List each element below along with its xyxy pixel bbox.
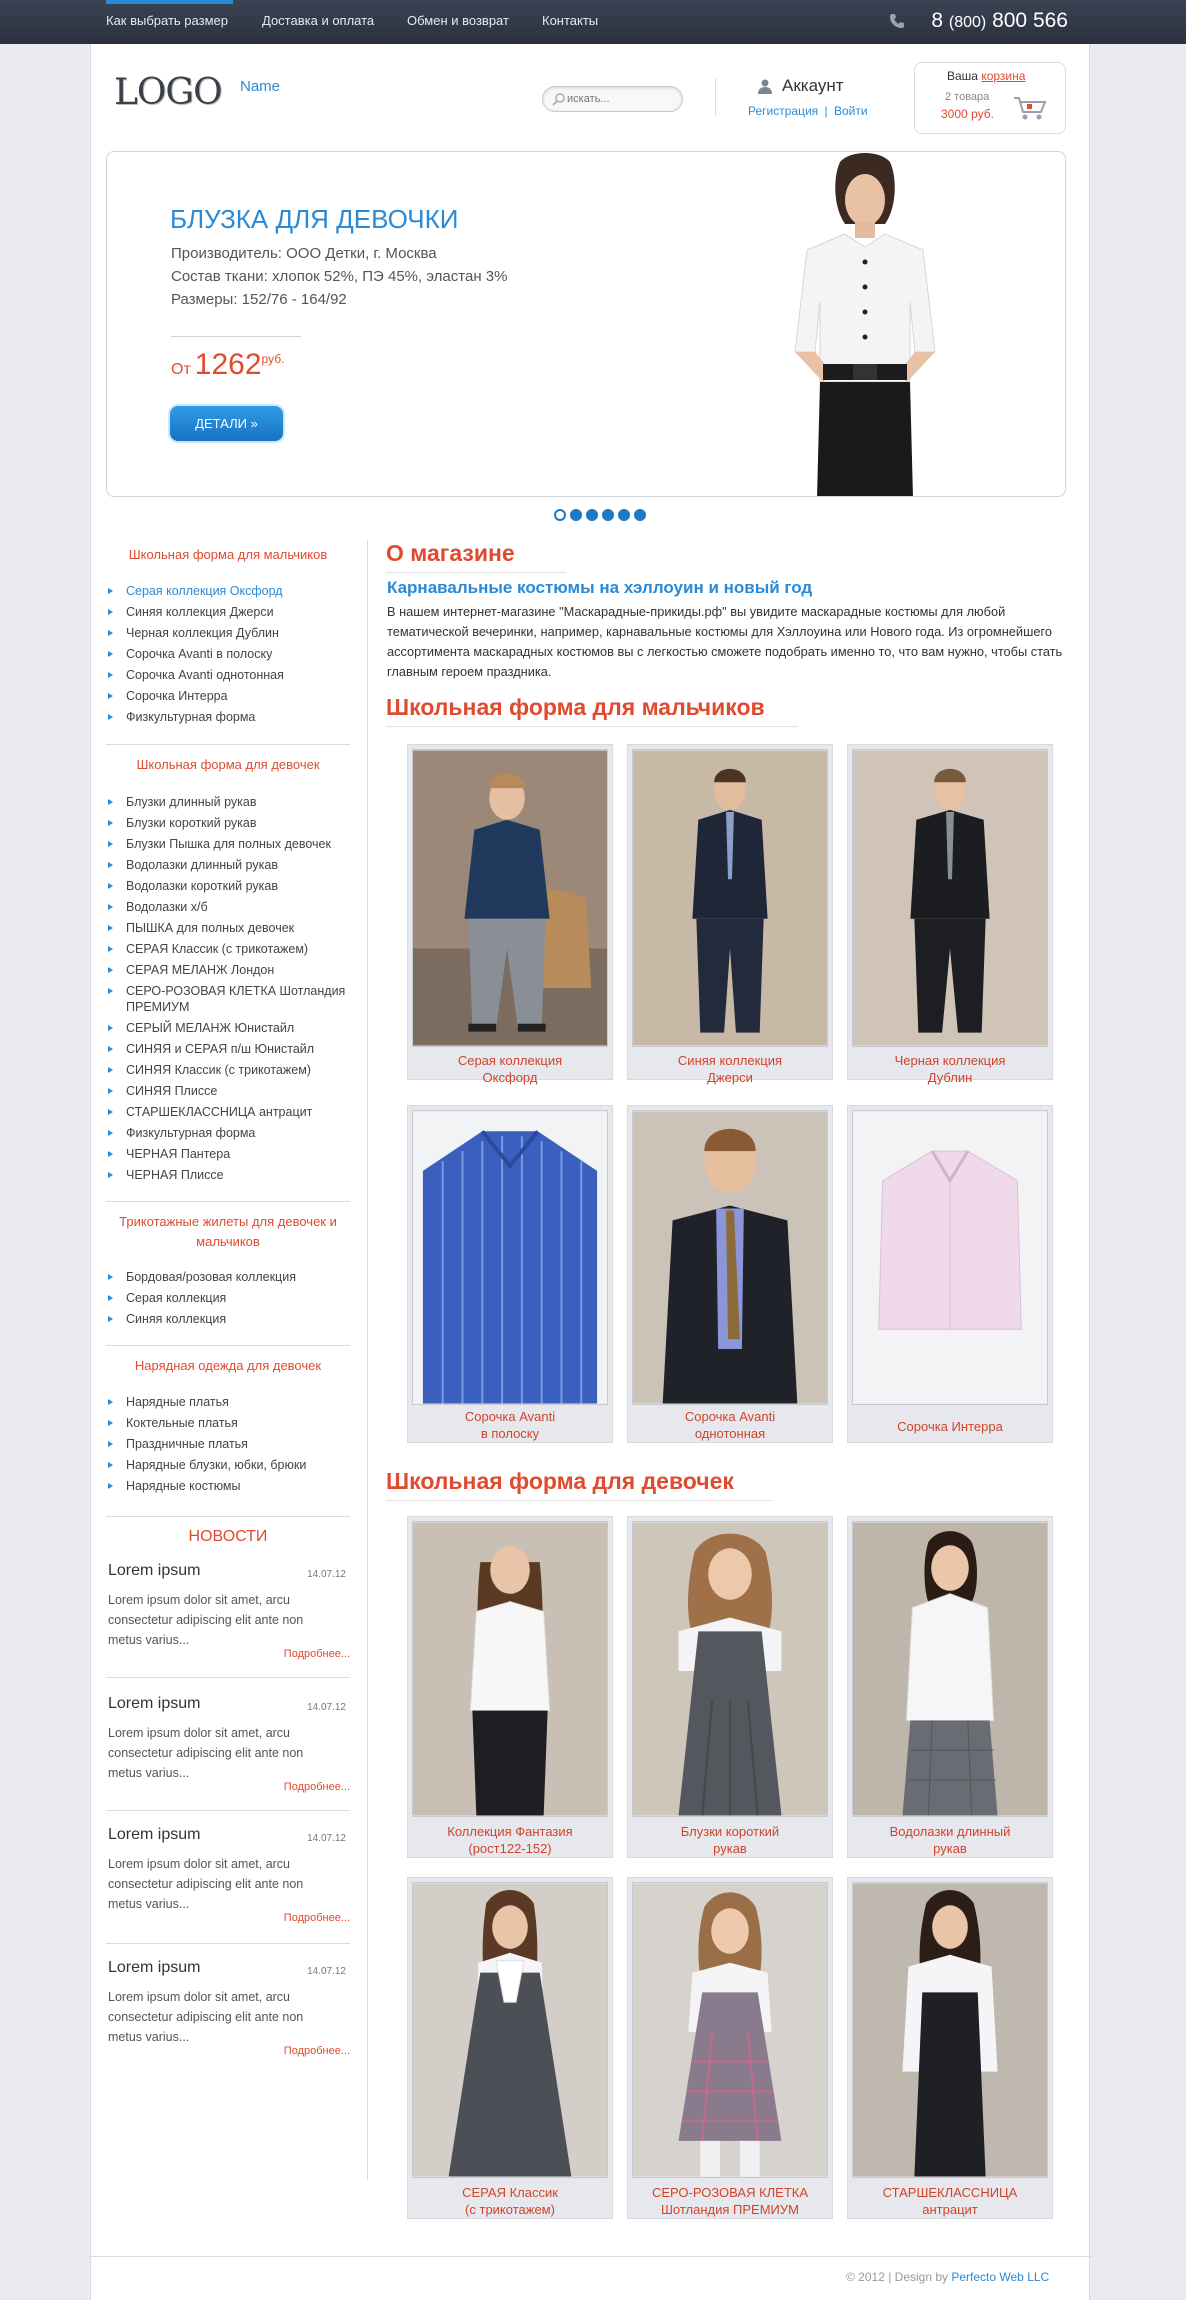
news-divider bbox=[106, 1677, 350, 1678]
slide-product-photo bbox=[745, 152, 1005, 497]
sidebar-item[interactable]: Водолазки длинный рукав bbox=[106, 857, 350, 873]
topnav-item-size[interactable]: Как выбрать размер bbox=[106, 13, 228, 28]
price-currency: руб. bbox=[261, 352, 285, 366]
news-item-title[interactable]: Lorem ipsum bbox=[108, 1695, 201, 1712]
product-caption: Синяя коллекция Джерси bbox=[677, 1053, 783, 1085]
product-caption: Сорочка Интерра bbox=[897, 1419, 1003, 1434]
about-title-rule bbox=[386, 572, 566, 573]
bullet-icon bbox=[108, 904, 113, 910]
footer-brand-link[interactable]: Perfecto Web LLC bbox=[951, 2270, 1050, 2284]
news-divider bbox=[106, 1810, 350, 1811]
bullet-icon bbox=[108, 630, 113, 636]
sidebar-item[interactable]: Синяя коллекция bbox=[106, 1311, 350, 1327]
bullet-icon bbox=[108, 1295, 113, 1301]
category-title-girls[interactable]: Школьная форма для девочек bbox=[136, 757, 320, 772]
phone-prefix: 8 bbox=[931, 9, 944, 32]
product-photo bbox=[632, 1110, 828, 1405]
sidebar-item[interactable]: СИНЯЯ Классик (с трикотажем) bbox=[106, 1062, 350, 1078]
sidebar-item[interactable]: Нарядные блузки, юбки, брюки bbox=[106, 1457, 350, 1473]
news-more-link[interactable]: Подробнее... bbox=[283, 1912, 350, 1924]
bullet-icon bbox=[108, 1025, 113, 1031]
phone-main: 800 566 bbox=[992, 9, 1068, 32]
sidebar-item[interactable]: Водолазки короткий рукав bbox=[106, 878, 350, 894]
sidebar-item[interactable]: ЧЕРНАЯ Плиссе bbox=[106, 1167, 350, 1183]
slider-dot-3[interactable] bbox=[586, 509, 598, 521]
product-card[interactable] bbox=[627, 1877, 833, 2219]
product-card[interactable] bbox=[847, 1877, 1053, 2219]
cart-title bbox=[947, 69, 1025, 83]
sidebar-item[interactable]: Серая коллекция Оксфорд bbox=[106, 583, 350, 599]
column-divider bbox=[367, 540, 368, 2180]
product-photo bbox=[632, 1882, 828, 2178]
section-rule bbox=[386, 726, 798, 727]
bullet-icon bbox=[108, 862, 113, 868]
product-card[interactable] bbox=[847, 1516, 1053, 1858]
product-card[interactable] bbox=[627, 1105, 833, 1443]
bullet-icon bbox=[108, 988, 113, 994]
sidebar-item[interactable]: Блузки длинный рукав bbox=[106, 794, 350, 810]
product-photo bbox=[632, 749, 828, 1047]
product-card[interactable] bbox=[847, 744, 1053, 1085]
product-caption: Водолазки длинный рукав bbox=[889, 1824, 1011, 1856]
phone-number bbox=[931, 9, 1068, 33]
sidebar-item[interactable]: СЕРО-РОЗОВАЯ КЛЕТКА Шотландия ПРЕМИУМ bbox=[106, 983, 350, 1015]
sidebar-item[interactable]: Черная коллекция Дублин bbox=[106, 625, 350, 641]
category-title-boys[interactable]: Школьная форма для мальчиков bbox=[128, 547, 328, 562]
sidebar-item[interactable]: СЕРАЯ МЕЛАНЖ Лондон bbox=[106, 962, 350, 978]
sidebar-item[interactable]: Блузки Пышка для полных девочек bbox=[106, 836, 350, 852]
about-title: О магазине bbox=[386, 540, 515, 566]
sidebar-divider bbox=[106, 1201, 350, 1202]
logo[interactable]: LOGO bbox=[114, 72, 222, 113]
bullet-icon bbox=[108, 1483, 113, 1489]
bullet-icon bbox=[108, 693, 113, 699]
topnav-item-contacts[interactable]: Контакты bbox=[542, 13, 599, 28]
bullet-icon bbox=[108, 1420, 113, 1426]
product-caption: Черная коллекция Дублин bbox=[894, 1053, 1006, 1085]
slider-dot-6[interactable] bbox=[634, 509, 646, 521]
slide-divider bbox=[171, 336, 301, 337]
account-link-separator: | bbox=[824, 104, 828, 118]
bullet-icon bbox=[108, 1088, 113, 1094]
hero-slider bbox=[106, 151, 1066, 497]
top-bar bbox=[0, 0, 1186, 44]
news-item-text: Lorem ipsum dolor sit amet, arcu consectetur adipiscing elit ante non metus varius... bbox=[108, 1726, 304, 1780]
bullet-icon bbox=[108, 841, 113, 847]
bullet-icon bbox=[108, 609, 113, 615]
price-prefix: От bbox=[171, 361, 191, 378]
bullet-icon bbox=[108, 1067, 113, 1073]
slider-dot-5[interactable] bbox=[618, 509, 630, 521]
product-photo bbox=[412, 1521, 608, 1817]
footer-copyright: © 2012 | Design by bbox=[846, 2270, 949, 2284]
bullet-icon bbox=[108, 1130, 113, 1136]
product-photo bbox=[412, 1110, 608, 1405]
bullet-icon bbox=[108, 799, 113, 805]
product-card[interactable] bbox=[407, 1516, 613, 1858]
login-link[interactable]: Войти bbox=[833, 104, 868, 118]
product-caption: Сорочка Avanti однотонная bbox=[684, 1409, 776, 1441]
product-card[interactable] bbox=[627, 744, 833, 1085]
register-link[interactable]: Регистрация bbox=[748, 104, 819, 118]
bullet-icon bbox=[108, 946, 113, 952]
news-item-text: Lorem ipsum dolor sit amet, arcu consectetur adipiscing elit ante non metus varius... bbox=[108, 1990, 304, 2044]
bullet-icon bbox=[108, 651, 113, 657]
search-icon[interactable] bbox=[552, 92, 566, 106]
news-more-link[interactable]: Подробнее... bbox=[283, 1648, 350, 1660]
slide-sizes: Размеры: 152/76 - 164/92 bbox=[171, 291, 347, 308]
product-caption: Коллекция Фантазия (рост122-152) bbox=[447, 1824, 573, 1856]
news-item-date: 14.07.12 bbox=[307, 1702, 346, 1713]
slide-fabric: Состав ткани: хлопок 52%, ПЭ 45%, эластан 3% bbox=[171, 268, 508, 285]
sidebar-item[interactable]: СИНЯЯ и СЕРАЯ п/ш Юнистайл bbox=[106, 1041, 350, 1057]
bullet-icon bbox=[108, 588, 113, 594]
sidebar-item[interactable]: Нарядные костюмы bbox=[106, 1478, 350, 1494]
bullet-icon bbox=[108, 1274, 113, 1280]
sidebar-divider bbox=[106, 1516, 350, 1517]
sidebar-item[interactable]: Бордовая/розовая коллекция bbox=[106, 1269, 350, 1285]
phone-code: (800) bbox=[948, 14, 987, 31]
section-title-girls: Школьная форма для девочек bbox=[386, 1468, 734, 1494]
cart-link[interactable]: корзина bbox=[981, 69, 1026, 83]
cart-box[interactable] bbox=[914, 62, 1066, 134]
sidebar-divider bbox=[106, 744, 350, 745]
news-item-title[interactable]: Lorem ipsum bbox=[108, 1826, 201, 1843]
bullet-icon bbox=[108, 1399, 113, 1405]
bullet-icon bbox=[108, 672, 113, 678]
slide-manufacturer: Производитель: ООО Детки, г. Москва bbox=[171, 245, 437, 262]
sidebar-item[interactable]: Физкультурная форма bbox=[106, 1125, 350, 1141]
bullet-icon bbox=[108, 1441, 113, 1447]
cart-count: 2 товара bbox=[945, 91, 990, 103]
sidebar-item[interactable]: Сорочка Интерра bbox=[106, 688, 350, 704]
topnav-item-delivery[interactable]: Доставка и оплата bbox=[262, 13, 375, 28]
sidebar-item[interactable]: Праздничные платья bbox=[106, 1436, 350, 1452]
product-photo bbox=[412, 749, 608, 1047]
cart-sum: 3000 руб. bbox=[941, 107, 994, 121]
sidebar-item[interactable]: ПЫШКА для полных девочек bbox=[106, 920, 350, 936]
slider-dot-4[interactable] bbox=[602, 509, 614, 521]
phone-icon bbox=[889, 13, 905, 29]
news-divider bbox=[106, 1943, 350, 1944]
product-caption: Блузки короткий рукав bbox=[680, 1824, 780, 1856]
section-title-boys: Школьная форма для мальчиков bbox=[386, 694, 765, 720]
bullet-icon bbox=[108, 1046, 113, 1052]
details-button[interactable]: ДЕТАЛИ » bbox=[170, 406, 283, 441]
bullet-icon bbox=[108, 967, 113, 973]
product-photo bbox=[632, 1521, 828, 1817]
product-photo bbox=[852, 1110, 1048, 1405]
section-rule bbox=[386, 1500, 772, 1501]
account-label[interactable]: Аккаунт bbox=[782, 76, 844, 95]
footer bbox=[846, 2270, 1049, 2284]
product-caption: Сорочка Avanti в полоску bbox=[464, 1409, 556, 1441]
slide-price bbox=[171, 348, 284, 382]
news-item-title[interactable]: Lorem ipsum bbox=[108, 1959, 201, 1976]
topnav-active-indicator bbox=[106, 0, 233, 4]
product-caption: СЕРО-РОЗОВАЯ КЛЕТКА Шотландия ПРЕМИУМ bbox=[651, 2185, 809, 2217]
product-photo bbox=[852, 749, 1048, 1047]
sidebar-item[interactable]: СЕРЫЙ МЕЛАНЖ Юнистайл bbox=[106, 1020, 350, 1036]
cart-title-prefix: Ваша bbox=[947, 69, 978, 83]
shopping-cart-icon[interactable] bbox=[1013, 95, 1047, 121]
logo-name: Name bbox=[240, 78, 281, 95]
sidebar-item[interactable]: Сорочка Avanti в полоску bbox=[106, 646, 350, 662]
product-card[interactable] bbox=[407, 744, 613, 1085]
sidebar-item[interactable]: Синяя коллекция Джерси bbox=[106, 604, 350, 620]
header-divider bbox=[715, 78, 716, 116]
sidebar-item[interactable]: Серая коллекция bbox=[106, 1290, 350, 1306]
news-item-text: Lorem ipsum dolor sit amet, arcu consectetur adipiscing elit ante non metus varius... bbox=[108, 1857, 304, 1911]
topnav-item-return[interactable]: Обмен и возврат bbox=[407, 13, 509, 28]
about-text: В нашем интернет-магазине "Маскарадные-прикиды.рф" вы увидите маскарадные костюмы для любой тематической вечеринки, например, карнавальные костюмы для Хэллоуина или Нового года. Из огромнейшего ассортимента маскарадных костюмов вы с легкостью сможете подобрать именно то, что вам нужно, чтобы стать главным героем праздника. bbox=[387, 604, 1063, 679]
news-item-date: 14.07.12 bbox=[307, 1569, 346, 1580]
news-item-date: 14.07.12 bbox=[307, 1966, 346, 1977]
bullet-icon bbox=[108, 1316, 113, 1322]
sidebar-item[interactable]: Блузки короткий рукав bbox=[106, 815, 350, 831]
sidebar-item[interactable]: Водолазки х/б bbox=[106, 899, 350, 915]
product-card[interactable] bbox=[627, 1516, 833, 1858]
bullet-icon bbox=[108, 1109, 113, 1115]
news-item-date: 14.07.12 bbox=[307, 1833, 346, 1844]
product-photo bbox=[412, 1882, 608, 2178]
sidebar-item[interactable]: Сорочка Avanti однотонная bbox=[106, 667, 350, 683]
news-more-link[interactable]: Подробнее... bbox=[283, 1781, 350, 1793]
sidebar-item[interactable]: СТАРШЕКЛАССНИЦА антрацит bbox=[106, 1104, 350, 1120]
bullet-icon bbox=[108, 1462, 113, 1468]
about-subtitle: Карнавальные костюмы на хэллоуин и новый год bbox=[387, 578, 813, 597]
sidebar-item[interactable]: Коктельные платья bbox=[106, 1415, 350, 1431]
news-item-title[interactable]: Lorem ipsum bbox=[108, 1562, 201, 1579]
price-value: 1262 bbox=[194, 348, 262, 381]
slider-dot-1[interactable] bbox=[554, 509, 566, 521]
sidebar-item[interactable]: Физкультурная форма bbox=[106, 709, 350, 725]
sidebar-divider bbox=[106, 1345, 350, 1346]
slider-dot-2[interactable] bbox=[570, 509, 582, 521]
news-item-text: Lorem ipsum dolor sit amet, arcu consectetur adipiscing elit ante non metus varius... bbox=[108, 1593, 304, 1647]
sidebar-item[interactable]: СИНЯЯ Плиссе bbox=[106, 1083, 350, 1099]
bullet-icon bbox=[108, 820, 113, 826]
product-caption: Серая коллекция Оксфорд bbox=[457, 1053, 563, 1085]
category-title-vests[interactable]: Трикотажные жилеты для девочек и мальчиков bbox=[119, 1214, 337, 1249]
footer-divider bbox=[90, 2256, 1092, 2257]
bullet-icon bbox=[108, 883, 113, 889]
news-more-link[interactable]: Подробнее... bbox=[283, 2045, 350, 2057]
product-caption: СЕРАЯ Классик (с трикотажем) bbox=[462, 2185, 558, 2217]
product-card[interactable] bbox=[407, 1877, 613, 2219]
product-photo bbox=[852, 1882, 1048, 2178]
bullet-icon bbox=[108, 1151, 113, 1157]
category-title-festive[interactable]: Нарядная одежда для девочек bbox=[134, 1358, 322, 1373]
slide-title: БЛУЗКА ДЛЯ ДЕВОЧКИ bbox=[170, 204, 459, 234]
bullet-icon bbox=[108, 1172, 113, 1178]
bullet-icon bbox=[108, 925, 113, 931]
account-links bbox=[748, 104, 868, 118]
bullet-icon bbox=[108, 714, 113, 720]
sidebar-item[interactable]: СЕРАЯ Классик (с трикотажем) bbox=[106, 941, 350, 957]
product-photo bbox=[852, 1521, 1048, 1817]
product-card[interactable] bbox=[407, 1105, 613, 1443]
user-icon bbox=[757, 78, 773, 94]
product-caption: СТАРШЕКЛАССНИЦА антрацит bbox=[882, 2185, 1018, 2217]
product-card[interactable] bbox=[847, 1105, 1053, 1443]
sidebar-item[interactable]: Нарядные платья bbox=[106, 1394, 350, 1410]
sidebar-item[interactable]: ЧЕРНАЯ Пантера bbox=[106, 1146, 350, 1162]
news-title: НОВОСТИ bbox=[188, 1528, 268, 1545]
